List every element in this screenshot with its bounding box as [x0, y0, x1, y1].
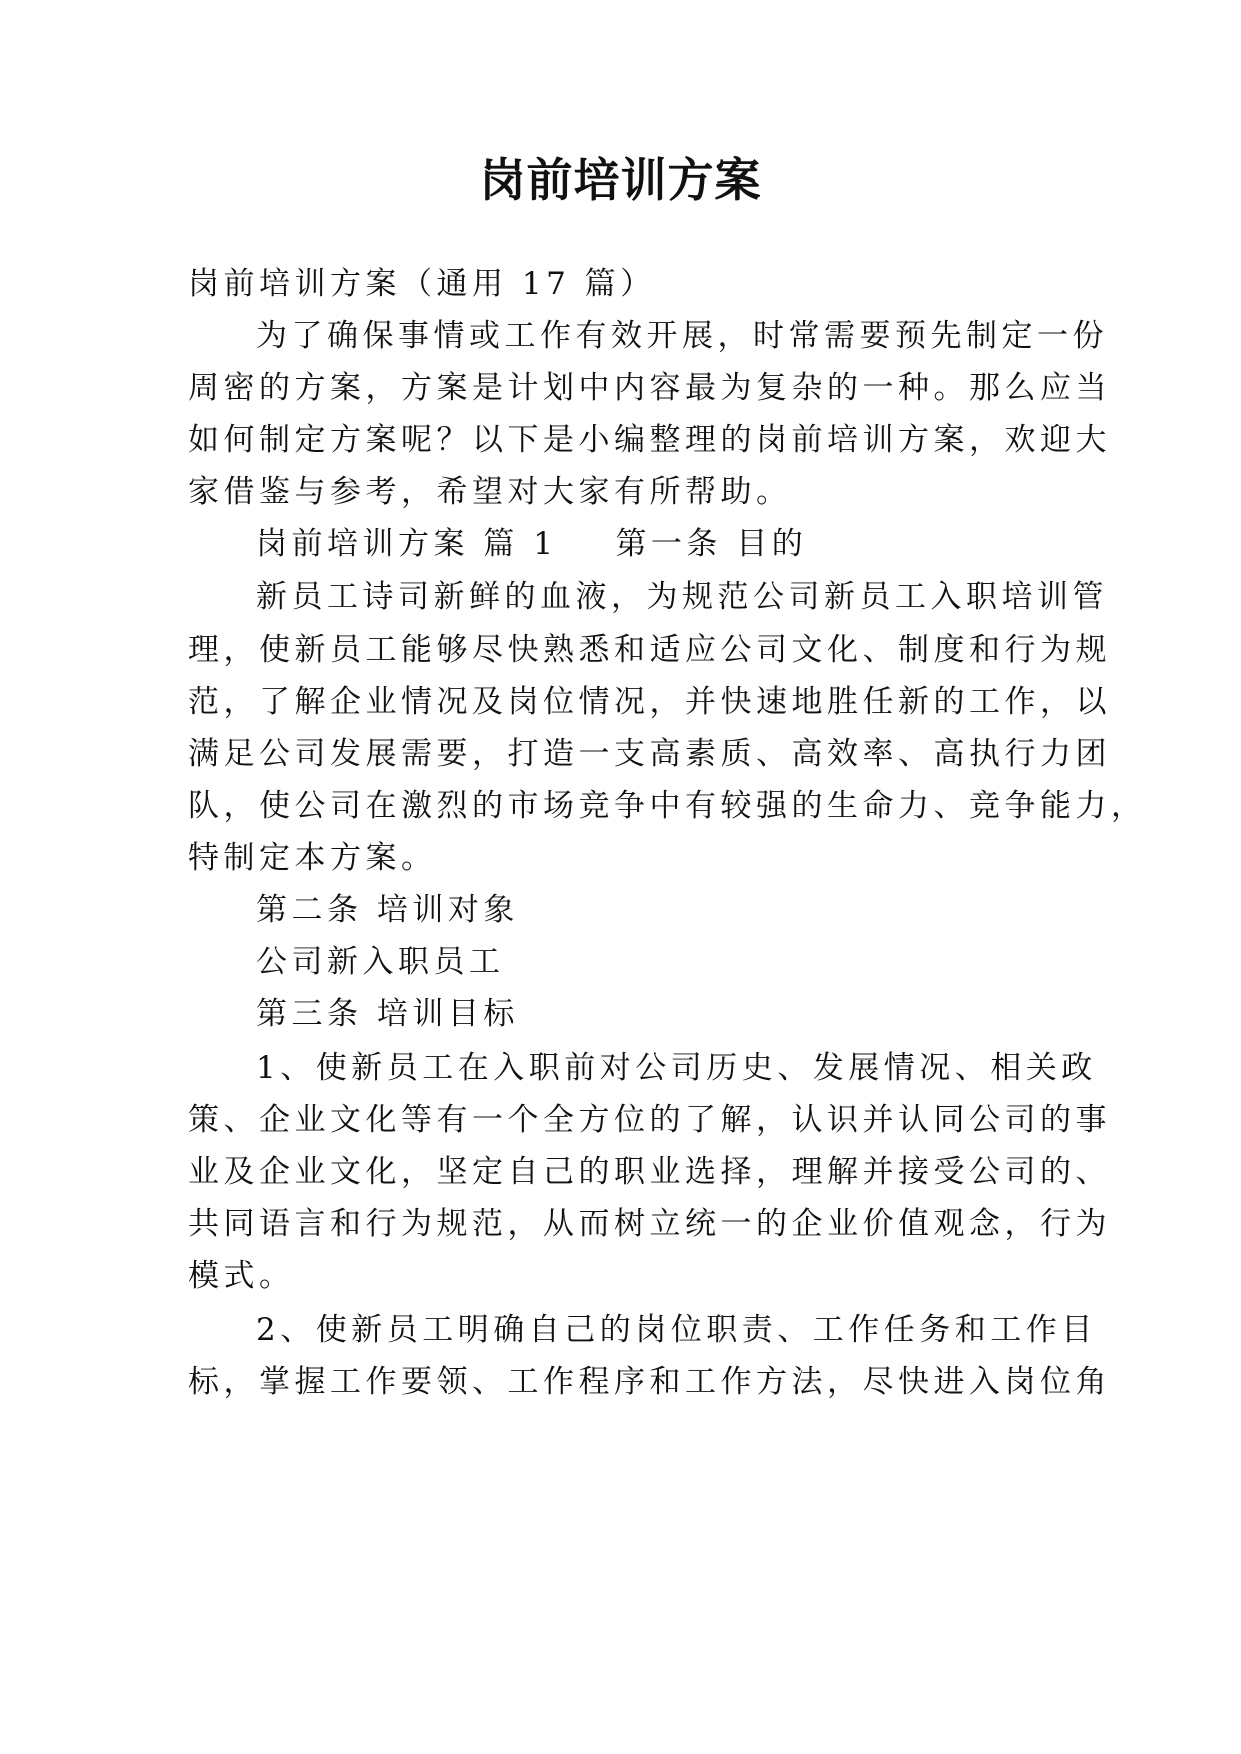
section-heading: 岗前培训方案 篇 1 — [256, 526, 558, 562]
text-line: 标，掌握工作要领、工作程序和工作方法，尽快进入岗位角 — [188, 1364, 1111, 1400]
text-line: 模式。 — [188, 1258, 295, 1294]
text-line: 2、使新员工明确自己的岗位职责、工作任务和工作目 — [256, 1312, 1097, 1348]
text-line: 家借鉴与参考，希望对大家有所帮助。 — [188, 474, 792, 510]
document-title: 岗前培训方案 — [479, 153, 762, 207]
text-line: 范，了解企业情况及岗位情况，并快速地胜任新的工作，以 — [188, 684, 1111, 720]
article-heading: 第三条 培训目标 — [256, 996, 519, 1032]
section-heading-line — [256, 524, 807, 564]
text-line: 公司新入职员工 — [256, 944, 505, 980]
text-line: 策、企业文化等有一个全方位的了解，认识并认同公司的事 — [188, 1102, 1111, 1138]
text-line: 共同语言和行为规范，从而树立统一的企业价值观念，行为 — [188, 1206, 1111, 1242]
text-line: 周密的方案，方案是计划中内容最为复杂的一种。那么应当 — [188, 370, 1111, 406]
text-line: 1、使新员工在入职前对公司历史、发展情况、相关政 — [256, 1050, 1097, 1086]
article-heading: 第二条 培训对象 — [256, 892, 519, 928]
article-heading: 第一条 目的 — [615, 526, 808, 562]
text-line: 理，使新员工能够尽快熟悉和适应公司文化、制度和行为规 — [188, 632, 1111, 668]
text-line: 满足公司发展需要，打造一支高素质、高效率、高执行力团 — [188, 736, 1111, 772]
text-line: 新员工诗司新鲜的血液，为规范公司新员工入职培训管 — [256, 579, 1108, 615]
text-line: 为了确保事情或工作有效开展，时常需要预先制定一份 — [256, 318, 1108, 354]
text-line: 队，使公司在激烈的市场竞争中有较强的生命力、竞争能力， — [188, 788, 1147, 824]
text-line: 业及企业文化，坚定自己的职业选择，理解并接受公司的、 — [188, 1154, 1111, 1190]
text-line: 特制定本方案。 — [188, 840, 437, 876]
text-line: 如何制定方案呢？以下是小编整理的岗前培训方案，欢迎大 — [188, 422, 1111, 458]
text-line: 岗前培训方案（通用 17 篇） — [188, 266, 656, 302]
